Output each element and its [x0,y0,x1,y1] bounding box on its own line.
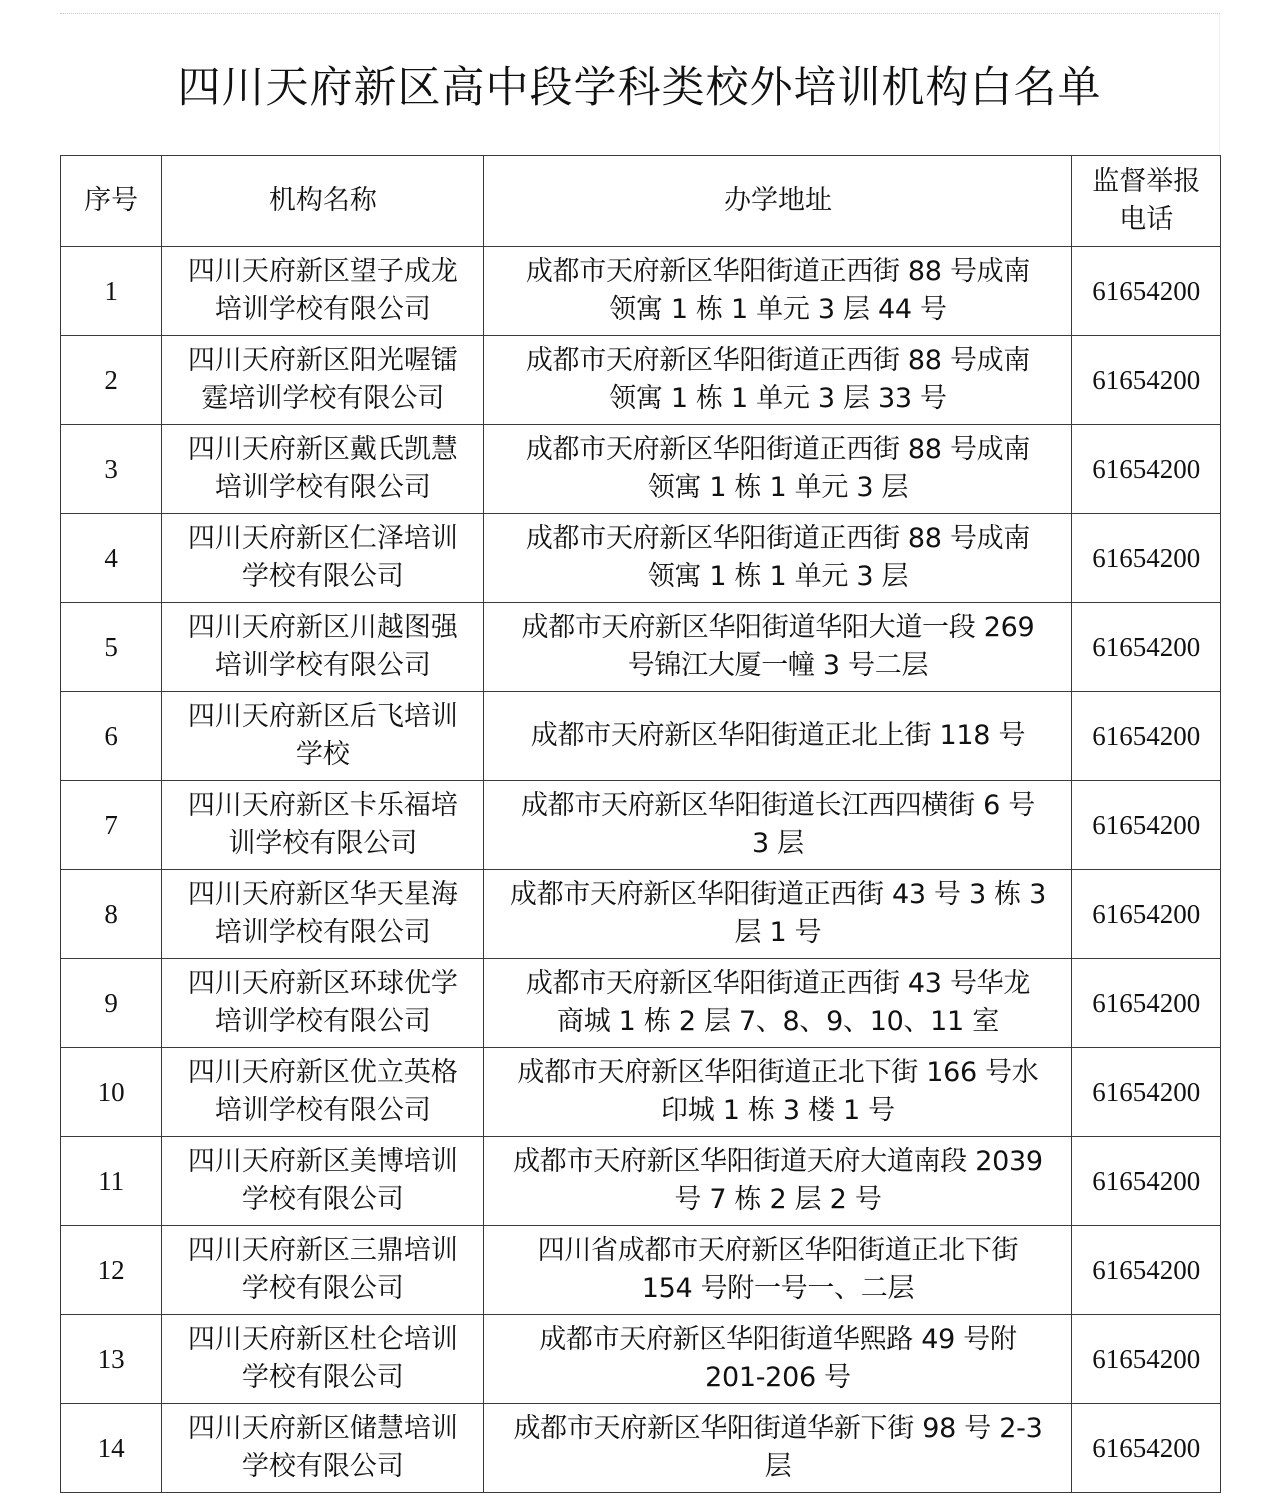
address-line-1: 成都市天府新区华阳街道长江西四横街 6 号 [520,790,1035,821]
school-address [484,959,1072,1048]
institution-name [162,959,484,1048]
report-phone: 61654200 [1072,514,1221,603]
address-line-1: 四川省成都市天府新区华阳街道正北下街 [537,1235,1019,1266]
address-line-2: 领寓 1 栋 1 单元 3 层 [647,561,909,592]
document-page [60,13,1220,1493]
name-line-1: 四川天府新区美博培训 [187,1146,458,1177]
school-address [484,692,1072,781]
name-line-2: 学校有限公司 [241,1451,404,1482]
table-row [61,959,1221,1048]
row-number: 14 [61,1404,162,1493]
name-line-2: 学校有限公司 [241,1273,404,1304]
address-line-2: 154 号附一号一、二层 [641,1273,915,1304]
table-row [61,870,1221,959]
address-line-2: 商城 1 栋 2 层 7、8、9、10、11 室 [557,1006,999,1037]
address-line-2: 3 层 [752,828,804,859]
name-line-1: 四川天府新区杜仑培训 [187,1324,458,1355]
name-line-2: 霆培训学校有限公司 [201,383,445,414]
name-line-2: 学校 [295,739,350,770]
name-line-1: 四川天府新区后飞培训 [187,701,458,732]
address-line-2: 层 1 号 [734,917,822,948]
row-number: 11 [61,1137,162,1226]
row-number: 13 [61,1315,162,1404]
address-line-1: 成都市天府新区华阳街道正西街 43 号华龙 [525,968,1031,999]
table-row [61,514,1221,603]
report-phone: 61654200 [1072,336,1221,425]
address-line-2: 号锦江大厦一幢 3 号二层 [627,650,929,681]
report-phone: 61654200 [1072,247,1221,336]
name-line-2: 培训学校有限公司 [214,294,431,325]
header-phone-line2: 电话 [1119,204,1174,235]
address-line-2: 领寓 1 栋 1 单元 3 层 [647,472,909,503]
institution-name [162,514,484,603]
name-line-2: 学校有限公司 [241,561,404,592]
row-number: 8 [61,870,162,959]
institution-name [162,247,484,336]
report-phone: 61654200 [1072,1315,1221,1404]
row-number: 3 [61,425,162,514]
report-phone: 61654200 [1072,781,1221,870]
name-line-2: 培训学校有限公司 [214,1006,431,1037]
table-row [61,692,1221,781]
school-address [484,247,1072,336]
address-line-2: 领寓 1 栋 1 单元 3 层 33 号 [609,383,947,414]
report-phone: 61654200 [1072,1226,1221,1315]
institution-name [162,692,484,781]
name-line-1: 四川天府新区戴氏凯慧 [187,434,458,465]
table-row [61,425,1221,514]
name-line-1: 四川天府新区仁泽培训 [187,523,458,554]
school-address [484,781,1072,870]
whitelist-table [60,155,1221,1493]
institution-name [162,1137,484,1226]
header-address: 办学地址 [484,156,1072,247]
header-name: 机构名称 [162,156,484,247]
institution-name [162,1226,484,1315]
name-line-2: 培训学校有限公司 [214,472,431,503]
report-phone: 61654200 [1072,1404,1221,1493]
address-line-1: 成都市天府新区华阳街道正西街 88 号成南 [525,523,1031,554]
table-row [61,603,1221,692]
header-phone [1072,156,1221,247]
name-line-2: 培训学校有限公司 [214,1095,431,1126]
report-phone: 61654200 [1072,959,1221,1048]
address-line-2: 层 [764,1451,792,1482]
name-line-1: 四川天府新区环球优学 [187,968,458,999]
report-phone: 61654200 [1072,603,1221,692]
name-line-1: 四川天府新区阳光喔镭 [187,345,458,376]
address-line-1: 成都市天府新区华阳街道华新下街 98 号 2-3 [513,1413,1043,1444]
institution-name [162,603,484,692]
name-line-1: 四川天府新区华天星海 [187,879,458,910]
name-line-2: 训学校有限公司 [228,828,418,859]
school-address [484,514,1072,603]
school-address [484,1315,1072,1404]
table-header-row [61,156,1221,247]
name-line-1: 四川天府新区卡乐福培 [187,790,458,821]
address-line-2: 号 7 栋 2 层 2 号 [674,1184,882,1215]
table-row [61,247,1221,336]
address-line-2: 印城 1 栋 3 楼 1 号 [661,1095,895,1126]
address-line-1: 成都市天府新区华阳街道天府大道南段 2039 [513,1146,1043,1177]
address-line-1: 成都市天府新区华阳街道正西街 88 号成南 [525,256,1031,287]
school-address [484,1404,1072,1493]
row-number: 7 [61,781,162,870]
table-row [61,1226,1221,1315]
name-line-1: 四川天府新区储慧培训 [187,1413,458,1444]
table-row [61,336,1221,425]
school-address [484,425,1072,514]
report-phone: 61654200 [1072,1048,1221,1137]
school-address [484,870,1072,959]
school-address [484,603,1072,692]
name-line-1: 四川天府新区三鼎培训 [187,1235,458,1266]
address-line-2: 领寓 1 栋 1 单元 3 层 44 号 [609,294,947,325]
institution-name [162,781,484,870]
table-row [61,1137,1221,1226]
header-phone-line1: 监督举报 [1092,166,1201,197]
name-line-2: 培训学校有限公司 [214,917,431,948]
report-phone: 61654200 [1072,1137,1221,1226]
school-address [484,1226,1072,1315]
row-number: 4 [61,514,162,603]
address-line-1: 成都市天府新区华阳街道华熙路 49 号附 [539,1324,1017,1355]
row-number: 12 [61,1226,162,1315]
name-line-1: 四川天府新区望子成龙 [187,256,458,287]
address-line-1: 成都市天府新区华阳街道正北下街 166 号水 [517,1057,1039,1088]
name-line-2: 学校有限公司 [241,1362,404,1393]
school-address [484,1137,1072,1226]
institution-name [162,1048,484,1137]
table-body [61,247,1221,1493]
row-number: 2 [61,336,162,425]
report-phone: 61654200 [1072,692,1221,781]
row-number: 9 [61,959,162,1048]
address-line-1: 成都市天府新区华阳街道华阳大道一段 269 [521,612,1035,643]
table-row [61,1315,1221,1404]
table-row [61,1404,1221,1493]
row-number: 5 [61,603,162,692]
school-address [484,1048,1072,1137]
name-line-2: 培训学校有限公司 [214,650,431,681]
institution-name [162,1404,484,1493]
row-number: 1 [61,247,162,336]
table-row [61,1048,1221,1137]
institution-name [162,425,484,514]
report-phone: 61654200 [1072,870,1221,959]
institution-name [162,336,484,425]
name-line-2: 学校有限公司 [241,1184,404,1215]
address-line-1: 成都市天府新区华阳街道正西街 88 号成南 [525,345,1031,376]
row-number: 10 [61,1048,162,1137]
table-row [61,781,1221,870]
school-address [484,336,1072,425]
report-phone: 61654200 [1072,425,1221,514]
address-line-1: 成都市天府新区华阳街道正西街 43 号 3 栋 3 [509,879,1047,910]
name-line-1: 四川天府新区川越图强 [187,612,458,643]
page-title: 四川天府新区高中段学科类校外培训机构白名单 [177,63,1102,113]
row-number: 6 [61,692,162,781]
title-area [60,14,1220,155]
header-no: 序号 [61,156,162,247]
name-line-1: 四川天府新区优立英格 [187,1057,458,1088]
address-line-1: 成都市天府新区华阳街道正北上街 118 号 [530,720,1026,751]
address-line-1: 成都市天府新区华阳街道正西街 88 号成南 [525,434,1031,465]
institution-name [162,1315,484,1404]
institution-name [162,870,484,959]
address-line-2: 201-206 号 [705,1362,851,1393]
